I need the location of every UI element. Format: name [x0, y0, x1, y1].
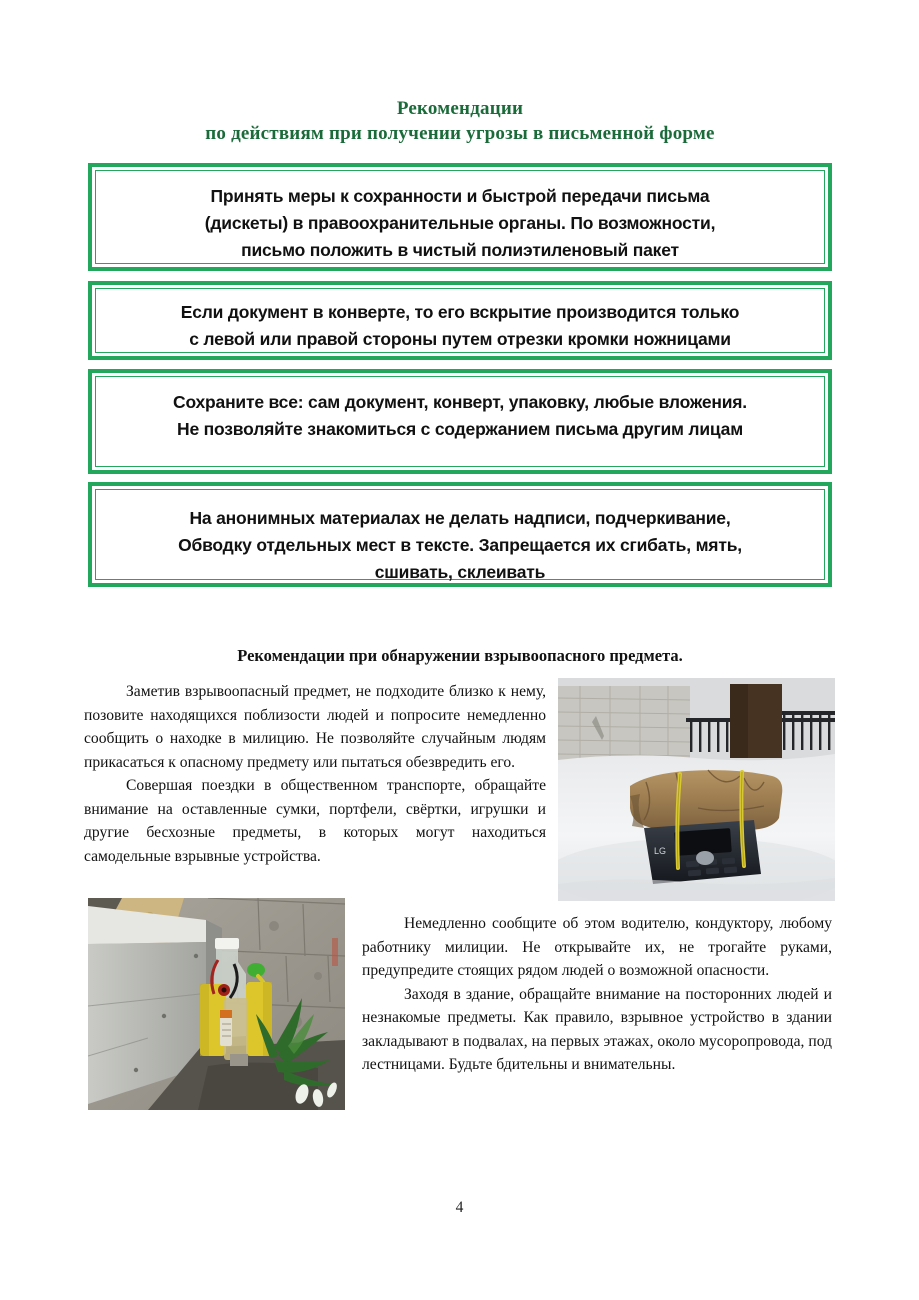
recommendation-box-3-line-2: Не позволяйте знакомиться с содержанием письма другим лицам: [177, 419, 743, 439]
body-text-left-column: [84, 680, 546, 868]
paragraph-left-1: Заметив взрывоопасный предмет, не подходите близко к нему, позовите находящихся поблизости людей и попросите немедленно сообщить о находке в милицию. Не позволяйте случайным людям прикасаться к опасному предмету или пытаться обезвредить его.: [84, 683, 546, 771]
page-title: [88, 96, 832, 146]
recommendation-box-1-line-1: Принять меры к сохранности и быстрой передачи письма: [210, 186, 710, 206]
recommendation-box-2-line-1: Если документ в конверте, то его вскрытие производится только: [180, 302, 740, 322]
photo-improvised-device-in-corner-graphic: [88, 898, 345, 1110]
recommendation-box-4-inner-frame: [95, 489, 825, 580]
recommendation-box-3-inner-frame: [95, 376, 825, 467]
recommendation-box-2: [88, 281, 832, 360]
recommendation-box-1-text: [96, 171, 824, 270]
page-title-line-1: Рекомендации: [396, 98, 524, 119]
paragraph-right-1: Немедленно сообщите об этом водителю, кондуктору, любому работнику милиции. Не открывайте их, не трогайте руками, предупредите стоящих рядом людей о возможной опасности.: [362, 915, 832, 979]
recommendation-box-4-line-1: На анонимных материалах не делать надписи, подчеркивание,: [189, 508, 731, 528]
section-heading: Рекомендации при обнаружении взрывоопасного предмета.: [237, 646, 683, 665]
paragraph-left-2: Совершая поездки в общественном транспорте, обращайте внимание на оставленные сумки, портфели, свёртки, игрушки и другие бесхозные предметы, в которых могут находиться самодельные взрывные устройства.: [84, 777, 546, 865]
recommendation-box-4-line-3: сшивать, склеивать: [374, 562, 546, 582]
recommendation-box-3-text: [96, 377, 824, 449]
page-number: 4: [455, 1199, 464, 1216]
recommendation-box-4-text: [96, 490, 824, 592]
svg-text:LG: LG: [654, 846, 667, 856]
recommendation-box-2-line-2: с левой или правой стороны путем отрезки кромки ножницами: [189, 329, 731, 349]
recommendation-box-4-line-2: Обводку отдельных мест в тексте. Запрещается их сгибать, мять,: [178, 535, 742, 555]
recommendation-box-2-text: [96, 289, 824, 359]
recommendation-box-2-inner-frame: [95, 288, 825, 353]
paragraph-right-2: Заходя в здание, обращайте внимание на посторонних людей и незнакомые предметы. Как правило, взрывное устройство в здании закладывают в подвалах, на первых этажах, около мусоропровода, под лестницами. Будьте бдительны и внимательны.: [362, 985, 832, 1073]
recommendation-box-4: [88, 482, 832, 587]
page-title-line-2: по действиям при получении угрозы в письменной форме: [205, 123, 715, 144]
photo-explosive-package-with-phone: [558, 678, 835, 901]
body-text-right-column: [362, 912, 832, 1077]
recommendation-box-1-line-3: письмо положить в чистый полиэтиленовый пакет: [241, 240, 679, 260]
recommendation-box-3-line-1: Сохраните все: сам документ, конверт, упаковку, любые вложения.: [173, 392, 747, 412]
recommendation-box-1-inner-frame: [95, 170, 825, 264]
photo-improvised-device-in-corner: [88, 898, 345, 1110]
recommendation-box-1-line-2: (дискеты) в правоохранительные органы. По возможности,: [204, 213, 716, 233]
recommendation-box-1: [88, 163, 832, 271]
photo-explosive-package-with-phone-graphic: [558, 678, 835, 901]
recommendation-box-3: [88, 369, 832, 474]
